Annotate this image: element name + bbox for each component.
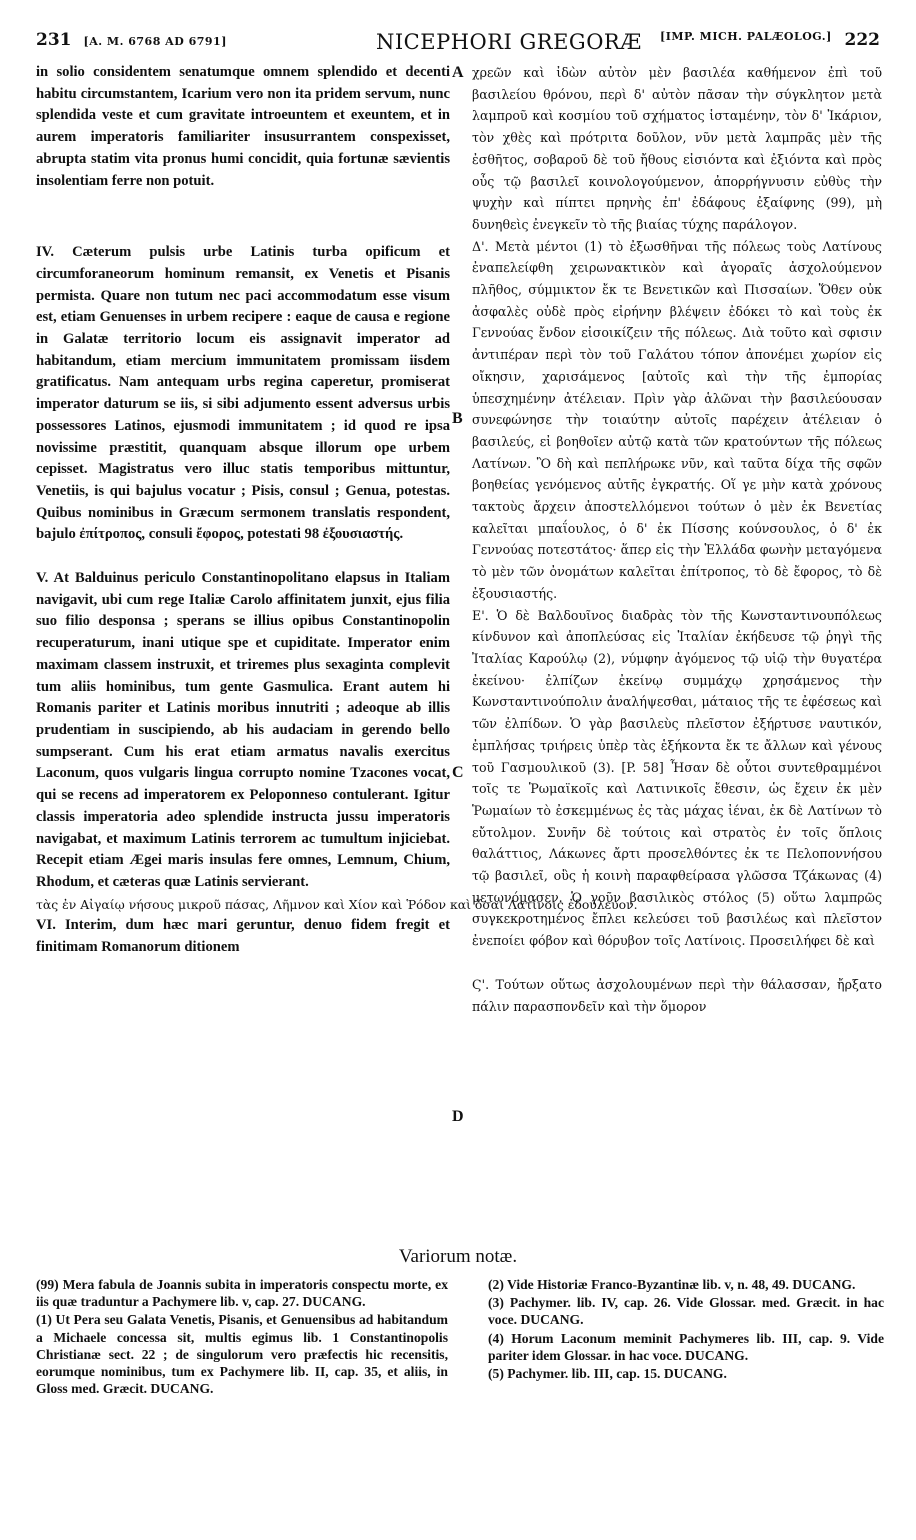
- footnote-2: (2) Vide Historiæ Franco-Byzantinæ lib. v, n. 48, 49. DUCANG.: [488, 1277, 856, 1292]
- latin-paragraph-6: VI. Interim, dum hæc mari geruntur, denuo fidem fregit et finitimam Romanorum ditionem: [36, 917, 450, 956]
- notes-left-column: [36, 1276, 448, 1398]
- latin-paragraph-1: in solio considentem senatumque omnem splendido et decenti habitu circumstantem, Icarium vero non ita pridem servum, nunc splendida veste et cum gravitate introeuntem et exeuntem, et in aurem imperatoris familiariter insusurrantem conspexisset, abrupta statim vita pronus humi concidit, quia fortunæ sævientis insolentiam ferre non potuit.: [36, 64, 450, 189]
- footnote-3: (3) Pachymer. lib. IV, cap. 26. Vide Glossar. med. Græcit. in hac voce. DUCANG.: [488, 1295, 884, 1328]
- latin-paragraph-4: IV. Cæterum pulsis urbe Latinis turba opificum et circumforaneorum hominum remansit, ex Venetis et Pisanis permista. Quare non tutum nec paci accommodatum esse visum est, etiam Genuenses in urbem recipere : eaque de causa e regione in Galatæ territorio locum eis assignavit imperator ad habitandum, etiam mercium immunitatem promissam iisdem gratificatus. Nam antequam urbs regina caperetur, promiserat imperator daturum se iis, si sibi adjumento essent adversus urbis possessores Latinos, ejusmodi immunitatem ; id quod re ipsa novissime præstitit, quanquam absque illorum ope urbem cepisset. Magistratus vero illuc statis temporibus mittuntur, Venetiis, is qui bajulus vocatur ; Pisis, consul ; Genua, potestas. Quibus nominibus in Græcum sermonem translatis respondent, bajulo ἐπίτροπος, consuli ἔφορος, potestati 98 ἐξουσιαστής.: [36, 244, 450, 543]
- footnote-99: (99) Mera fabula de Joannis subita in imperatoris conspectu morte, ex iis quæ traduntur a Pachymere lib. v, cap. 27. DUCANG.: [36, 1277, 448, 1310]
- footnote-4: (4) Horum Laconum meminit Pachymeres lib. III, cap. 9. Vide pariter idem Glossar. in hac voce. DUCANG.: [488, 1330, 884, 1363]
- shared-greek-line: τὰς ἐν Αἰγαίῳ νήσους μικροῦ πάσας, Λῆμνον καὶ Χίον καὶ Ῥόδον καὶ ὅσαι Λατίνοις ἐδούλευον.: [36, 896, 638, 912]
- margin-marker-d: D: [452, 1108, 464, 1125]
- greek-paragraph-1: χρεῶν καὶ ἰδὼν αὐτὸν μὲν βασιλέα καθήμενον ἐπὶ τοῦ βασιλείου θρόνου, περὶ δ' αὐτὸν πᾶσαν τὴν σύγκλητον μετὰ λαμπροῦ καὶ κοσμίου τοῦ σχήματος ἱσταμένην, τὸν δ' Ἰκάριον, τὸν χθὲς καὶ πρότριτα δοῦλον, νῦν μετὰ λαμπρᾶς μὲν τῆς ἐσθῆτος, σοβαροῦ δὲ τοῦ ἤθους εἰσιόντα καὶ ἐξιόντα καὶ πρὸς οὖς τῷ βασιλεῖ κοινολογούμενον, ἀπορρήγνυσιν εὐθὺς τὴν ψυχὴν καὶ πίπτει πρηνὴς ἐπ' ἐδάφους ἐξαίφνης (99), μὴ δυνηθεὶς ἐνεγκεῖν τὸ τῆς βιαίας τύχης παράλογον.: [472, 65, 882, 232]
- running-header: [36, 30, 886, 58]
- latin-column: [36, 62, 638, 1242]
- greek-column: [472, 62, 882, 1242]
- notes-heading: Variorum notæ.: [398, 1246, 518, 1267]
- left-page-number: 231: [36, 30, 72, 50]
- left-date-heading: [A. M. 6768 AD 6791]: [83, 35, 227, 48]
- right-reign-heading: [IMP. MICH. PALÆOLOG.]: [660, 30, 832, 43]
- greek-paragraph-4: Δ'. Μετὰ μέντοι (1) τὸ ἐξωσθῆναι τῆς πόλεως τοὺς Λατίνους ἐναπελείφθη χειρωνακτικὸν καὶ ἀγοραῖς ἀσχολούμενον πλῆθος, σύμμικτον ἔκ τε Βενετικῶν καὶ Πισσαίων. Ὅθεν οὐκ ἀσφαλὲς οὐδὲ πρὸς εἰρήνην βλέψειν ἐδόκει τὸ καὶ τοὺς ἐκ Γεννούας ἔνδον εἰσοικίζειν τῆς πόλεως. Διὰ τοῦτο καὶ σφισιν ἀντιπέραν περὶ τὸν τοῦ Γαλάτου τόπον ἀπονέμει χωρίον εἰς οἴκησιν, χαρισάμενος [αὐτοῖς καὶ τὴν τῆς ἐμπορίας ὑπεσχημένην ἀτέλειαν. Πρὶν γὰρ ἁλῶναι τὴν βασιλεύουσαν συνεφώνησε τὴν τοιαύτην αὐτοῖς παρέχειν ἀτέλειαν ὁ βασιλεύς, εἰ βοηθοῖεν αὐτῷ κατὰ τῶν κρατούντων τῆς πόλεως Λατίνων. Ὃ δὴ καὶ πεπλήρωκε νῦν, καὶ ταῦτα δίχα τῆς σφῶν βοηθείας γενόμενος αὐτῆς ἐγκρατής. Οἵ γε μὴν κατὰ χρόνους τακτοὺς ἄρχειν ἀποστελλόμενοι τούτων ὁ μὲν ἐκ Βενετίας καλεῖται μπαΐουλος, ὁ δ' ἐκ Πίσσης κούνσουλος, ὁ δ' ἐκ Γεννούας ποτεστάτος· ἅπερ εἰς τὴν Ἑλλάδα φωνὴν μεταγόμενα τὸ μὲν τῶν ὀνομάτων καλεῖται ἐπίτροπος, τὸ δὲ ἔφορος, τὸ δὲ ἐξουσιαστής.: [472, 238, 882, 601]
- greek-paragraph-6: Ϛ'. Τούτων οὕτως ἀσχολουμένων περὶ τὴν θάλασσαν, ἤρξατο πάλιν παρασπονδεῖν καὶ τὴν ὅμορον: [472, 976, 882, 1014]
- latin-paragraph-5: V. At Balduinus periculo Constantinopolitano elapsus in Italiam navigavit, ubi cum rege Italiæ Carolo affinitatem junxit, ejus filia suo filio desponsa ; sperans se illius opibus Constantinopolin recuperaturum, inani utique spe et cupiditate. Imperator enim maximam classem instruxit, et triremes plus sexaginta complevit tum aliis hominibus, tum gente Gasmulica. Erant autem hi Romanis pariter et Latinis moribus innutriti ; adeoque ab illis prudentiam in suscipiendo, ab his audaciam in gerendo bello sumpserant. Cum his erat etiam armatus navalis exercitus Laconum, quos vulgaris lingua corrupto nomine Tzacones vocat, qui se recens ad imperatorem ex Peloponneso contulerant. Igitur classis imperatoria adeo splendide instructa jussu imperatoris navigabat, et maximum Latinis terrorem ac tumultum injiciebat. Recepit etiam Ægei maris insulas fere omnes, Lemnum, Chium, Rhodum, et cæteras quæ Latinis servierant.: [36, 570, 450, 890]
- footnote-1: (1) Ut Pera seu Galata Venetis, Pisanis, et Genuensibus ad habitandum a Michaele concessa sit, multis egimus lib. 1 Constantinopolis Christianæ sect. 22 ; de singulorum vero præfectis hic recensitis, eorumque nominibus, tum ex Pachymere lib. II, cap. 35, et aliis, in Gloss med. Græcit. DUCANG.: [36, 1312, 448, 1397]
- margin-marker-a: A: [452, 64, 464, 81]
- right-page-number: 222: [844, 30, 880, 50]
- margin-marker-b: B: [452, 410, 463, 427]
- footnote-5: (5) Pachymer. lib. III, cap. 15. DUCANG.: [488, 1366, 727, 1382]
- running-title: NICEPHORI GREGORÆ: [376, 30, 642, 54]
- margin-marker-c: C: [452, 764, 464, 781]
- greek-paragraph-5: Ε'. Ὁ δὲ Βαλδουῖνος διαδρὰς τὸν τῆς Κωνσταντινουπόλεως κίνδυνον καὶ ἀποπλεύσας εἰς Ἰταλίαν ἐκήδευσε τῷ ῥηγὶ τῆς Ἰταλίας Καρούλῳ (2), νύμφην ἀγόμενος τῷ υἱῷ τὴν θυγατέρα ἐκείνου· ἐλπίζων ἐκείνῳ συμμάχῳ χρησάμενος τὴν Κωνσταντινούπολιν ἀναλήψεσθαι, μάταιος τῆς τε ἐφέσεως καὶ τῶν ἐλπίδων. Ὁ γὰρ βασιλεὺς πλεῖστον ἐξήρτυσε ναυτικόν, ἐμπλήσας τριήρεις ὑπὲρ τὰς ἑξήκοντα ἔκ τε ἄλλων καὶ γένους τοῦ Γασμουλικοῦ (3). [P. 58] Ἦσαν δὲ οὗτοι συντεθραμμένοι τοῖς τε Ῥωμαϊκοῖς καὶ Λατινικοῖς ἔθεσιν, ὡς ἔχειν ἐκ μὲν Ῥωμαίων τὸ ἐσκεμμένως ἐς τὰς μάχας ἰέναι, ἐκ δὲ Λατίνων τὸ εὔτολμον. Συνῆν δὲ τούτοις καὶ στρατὸς ἐν τοῖς ὅπλοις θαλάττιος, Λάκωνες ἄρτι προσελθόντες ἐκ τε Πελοποννήσου τῷ βασιλεῖ, οὓς ἡ κοινὴ παραφθείρασα γλῶσσα Τζάκωνας (4) μετωνόμασεν. Ὁ γοῦν βασιλικὸς στόλος (5) οὕτω λαμπρῶς συγκεκροτημένος ἔπλει κελεύσει τοῦ βασιλέως καὶ πλεῖστον ἐνεποίει φόβον καὶ θόρυβον τοῖς Λατίνοις. Προσειλήφει δὲ καὶ: [472, 607, 882, 949]
- notes-right-column: [488, 1276, 884, 1383]
